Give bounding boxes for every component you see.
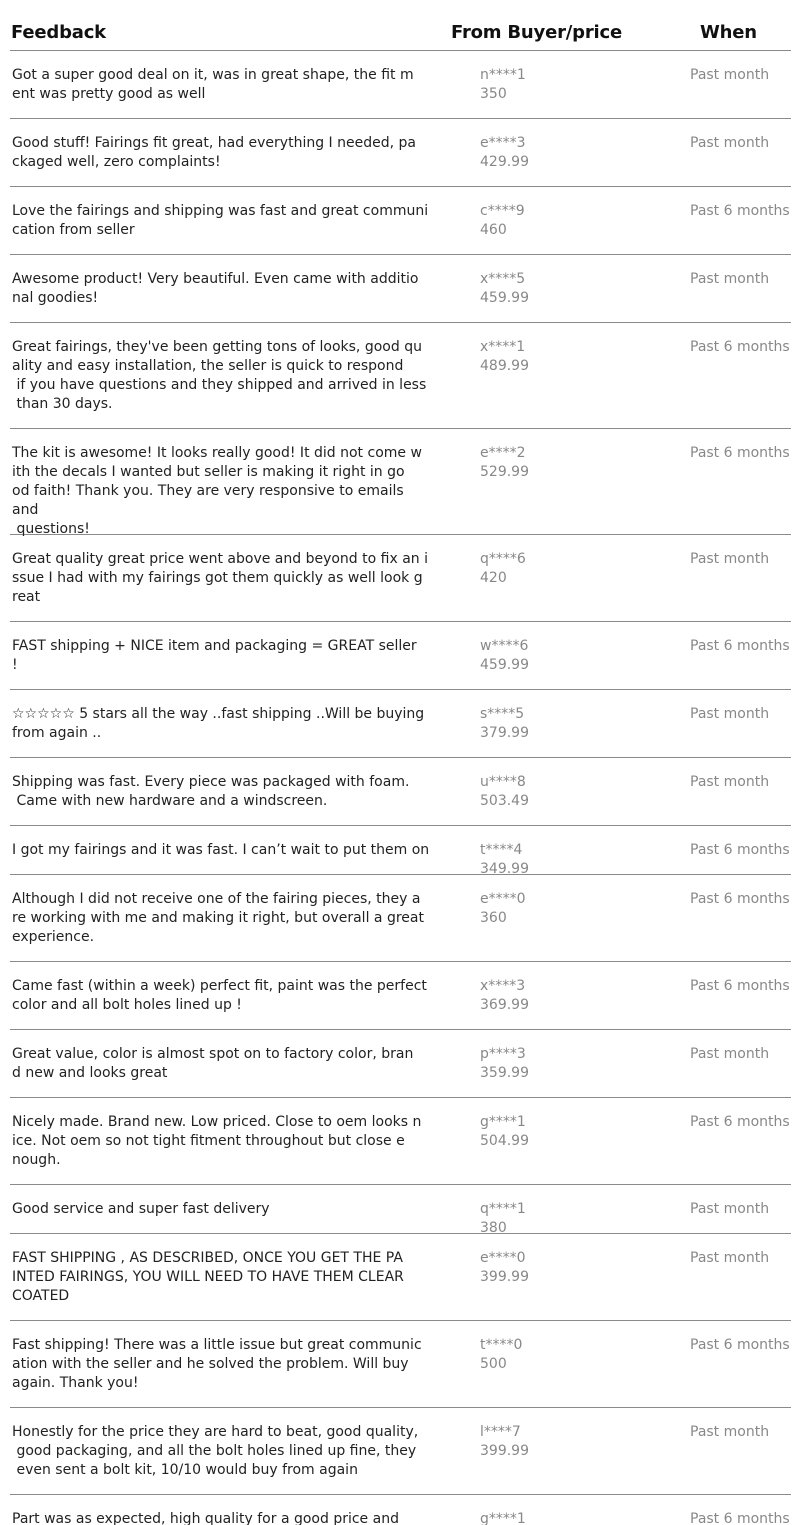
feedback-text: Honestly for the price they are hard to beat, good quality, good packaging, and all the bolt holes lined up fine, they even sent a bolt kit, 10/10 would buy from again bbox=[12, 1424, 419, 1478]
feedback-row bbox=[10, 1408, 791, 1495]
buyer-name: x****3 bbox=[480, 978, 526, 994]
buyer-info bbox=[480, 444, 529, 482]
buyer-name: u****8 bbox=[480, 774, 526, 790]
feedback-date: Past month bbox=[690, 1424, 770, 1440]
purchase-price: 420 bbox=[480, 570, 507, 586]
feedback-text: Got a super good deal on it, was in great shape, the fit m ent was pretty good as well bbox=[12, 67, 414, 102]
buyer-name: s****5 bbox=[480, 706, 525, 722]
feedback-text: I got my fairings and it was fast. I can’t wait to put them on bbox=[12, 842, 430, 858]
feedback-row bbox=[10, 535, 791, 622]
buyer-info bbox=[480, 338, 529, 376]
buyer-info bbox=[480, 841, 529, 879]
feedback-text: Fast shipping! There was a little issue but great communic ation with the seller and he solved the problem. Will buy again. Thank you! bbox=[12, 1337, 422, 1391]
buyer-name: t****0 bbox=[480, 1337, 523, 1353]
feedback-text: FAST SHIPPING , AS DESCRIBED, ONCE YOU GET THE PA INTED FAIRINGS, YOU WILL NEED TO HAVE THEM CLEAR COATED bbox=[12, 1250, 404, 1304]
buyer-info bbox=[480, 1113, 529, 1151]
buyer-name: q****1 bbox=[480, 1201, 526, 1217]
buyer-name: c****9 bbox=[480, 203, 525, 219]
feedback-text: Part was as expected, high quality for a good price and bbox=[12, 1511, 399, 1525]
purchase-price: 359.99 bbox=[480, 1065, 529, 1081]
buyer-name: l****7 bbox=[480, 1424, 521, 1440]
feedback-date: Past 6 months bbox=[690, 1114, 790, 1130]
buyer-name: w****6 bbox=[480, 638, 529, 654]
feedback-date: Past month bbox=[690, 706, 770, 722]
feedback-text: The kit is awesome! It looks really good! It did not come w ith the decals I wanted but seller is making it right in go od faith! Thank you. They are very responsive to emails and questions! bbox=[12, 445, 422, 537]
buyer-info bbox=[480, 1045, 529, 1083]
purchase-price: 360 bbox=[480, 910, 507, 926]
feedback-text: Love the fairings and shipping was fast and great communi cation from seller bbox=[12, 203, 429, 238]
feedback-date: Past month bbox=[690, 1201, 770, 1217]
buyer-name: e****0 bbox=[480, 1250, 526, 1266]
buyer-info bbox=[480, 637, 529, 675]
feedback-date: Past 6 months bbox=[690, 842, 790, 858]
buyer-name: q****6 bbox=[480, 551, 526, 567]
buyer-info bbox=[480, 270, 529, 308]
feedback-row bbox=[10, 1098, 791, 1185]
purchase-price: 379.99 bbox=[480, 725, 529, 741]
feedback-date: Past month bbox=[690, 551, 770, 567]
buyer-info bbox=[480, 705, 529, 743]
when-column-header: When bbox=[700, 22, 757, 43]
buyer-info bbox=[480, 1336, 522, 1374]
feedback-text: Nicely made. Brand new. Low priced. Close to oem looks n ice. Not oem so not tight fitment throughout but close e nough. bbox=[12, 1114, 422, 1168]
feedback-text: Great value, color is almost spot on to factory color, bran d new and looks great bbox=[12, 1046, 414, 1081]
feedback-date: Past 6 months bbox=[690, 339, 790, 355]
buyer-info bbox=[480, 977, 529, 1015]
feedback-text: Shipping was fast. Every piece was packaged with foam. Came with new hardware and a windscreen. bbox=[12, 774, 410, 809]
buyer-name: p****3 bbox=[480, 1046, 526, 1062]
purchase-price: 459.99 bbox=[480, 290, 529, 306]
buyer-name: g****1 bbox=[480, 1511, 526, 1525]
purchase-price: 489.99 bbox=[480, 358, 529, 374]
feedback-date: Past 6 months bbox=[690, 1511, 790, 1525]
purchase-price: 399.99 bbox=[480, 1269, 529, 1285]
buyer-info bbox=[480, 550, 526, 588]
purchase-price: 504.99 bbox=[480, 1133, 529, 1149]
feedback-row bbox=[10, 187, 791, 255]
feedback-text: Came fast (within a week) perfect fit, paint was the perfect color and all bolt holes lined up ! bbox=[12, 978, 427, 1013]
table-header bbox=[10, 0, 791, 51]
feedback-row bbox=[10, 1030, 791, 1098]
feedback-row bbox=[10, 1495, 791, 1525]
purchase-price: 529.99 bbox=[480, 464, 529, 480]
buyer-name: g****1 bbox=[480, 1114, 526, 1130]
feedback-row bbox=[10, 1321, 791, 1408]
feedback-date: Past 6 months bbox=[690, 638, 790, 654]
buyer-info bbox=[480, 1423, 529, 1461]
feedback-date: Past month bbox=[690, 135, 770, 151]
purchase-price: 399.99 bbox=[480, 1443, 529, 1459]
purchase-price: 369.99 bbox=[480, 997, 529, 1013]
feedback-date: Past 6 months bbox=[690, 203, 790, 219]
feedback-row bbox=[10, 255, 791, 323]
feedback-column-header: Feedback bbox=[11, 22, 106, 43]
buyer-name: x****1 bbox=[480, 339, 526, 355]
purchase-price: 429.99 bbox=[480, 154, 529, 170]
buyer-info bbox=[480, 202, 525, 240]
buyer-name: n****1 bbox=[480, 67, 526, 83]
feedback-row bbox=[10, 826, 791, 875]
buyer-name: e****0 bbox=[480, 891, 526, 907]
feedback-text: FAST shipping + NICE item and packaging = GREAT seller ! bbox=[12, 638, 417, 673]
buyer-name: e****3 bbox=[480, 135, 526, 151]
feedback-row bbox=[10, 1185, 791, 1234]
purchase-price: 503.49 bbox=[480, 793, 529, 809]
buyer-info bbox=[480, 134, 529, 172]
buyer-info bbox=[480, 1510, 526, 1525]
feedback-row bbox=[10, 429, 791, 535]
feedback-row bbox=[10, 622, 791, 690]
feedback-row bbox=[10, 962, 791, 1030]
buyer-info bbox=[480, 890, 526, 928]
feedback-text: Good stuff! Fairings fit great, had everything I needed, pa ckaged well, zero complaints! bbox=[12, 135, 416, 170]
feedback-row bbox=[10, 323, 791, 429]
buyer-info bbox=[480, 1200, 526, 1238]
feedback-text: Great fairings, they've been getting tons of looks, good qu ality and easy installation, the seller is quick to respond if you have questions and they shipped and arrived in less than 30 days. bbox=[12, 339, 427, 412]
purchase-price: 460 bbox=[480, 222, 507, 238]
purchase-price: 459.99 bbox=[480, 657, 529, 673]
buyer-price-column-header: From Buyer/price bbox=[451, 22, 622, 43]
purchase-price: 350 bbox=[480, 86, 507, 102]
feedback-date: Past month bbox=[690, 271, 770, 287]
buyer-name: t****4 bbox=[480, 842, 523, 858]
feedback-text: Awesome product! Very beautiful. Even came with additio nal goodies! bbox=[12, 271, 419, 306]
buyer-name: x****5 bbox=[480, 271, 526, 287]
purchase-price: 500 bbox=[480, 1356, 507, 1372]
feedback-row bbox=[10, 690, 791, 758]
feedback-text: Although I did not receive one of the fairing pieces, they a re working with me and making it right, but overall a great experience. bbox=[12, 891, 424, 945]
feedback-date: Past month bbox=[690, 1046, 770, 1062]
feedback-row bbox=[10, 758, 791, 826]
feedback-date: Past month bbox=[690, 67, 770, 83]
buyer-name: e****2 bbox=[480, 445, 526, 461]
feedback-row bbox=[10, 51, 791, 119]
feedback-row bbox=[10, 119, 791, 187]
feedback-row bbox=[10, 875, 791, 962]
feedback-date: Past month bbox=[690, 1250, 770, 1266]
feedback-date: Past 6 months bbox=[690, 891, 790, 907]
purchase-price: 349.99 bbox=[480, 861, 529, 877]
purchase-price: 380 bbox=[480, 1220, 507, 1236]
feedback-date: Past 6 months bbox=[690, 445, 790, 461]
feedback-row bbox=[10, 1234, 791, 1321]
feedback-date: Past 6 months bbox=[690, 1337, 790, 1353]
feedback-text: Great quality great price went above and beyond to fix an i ssue I had with my fairings got them quickly as well look g reat bbox=[12, 551, 428, 605]
feedback-date: Past month bbox=[690, 774, 770, 790]
feedback-text: ☆☆☆☆☆ 5 stars all the way ..fast shipping ..Will be buying from again .. bbox=[12, 706, 425, 741]
feedback-date: Past 6 months bbox=[690, 978, 790, 994]
buyer-info bbox=[480, 66, 526, 104]
feedback-text: Good service and super fast delivery bbox=[12, 1201, 270, 1217]
buyer-info bbox=[480, 1249, 529, 1287]
buyer-info bbox=[480, 773, 529, 811]
